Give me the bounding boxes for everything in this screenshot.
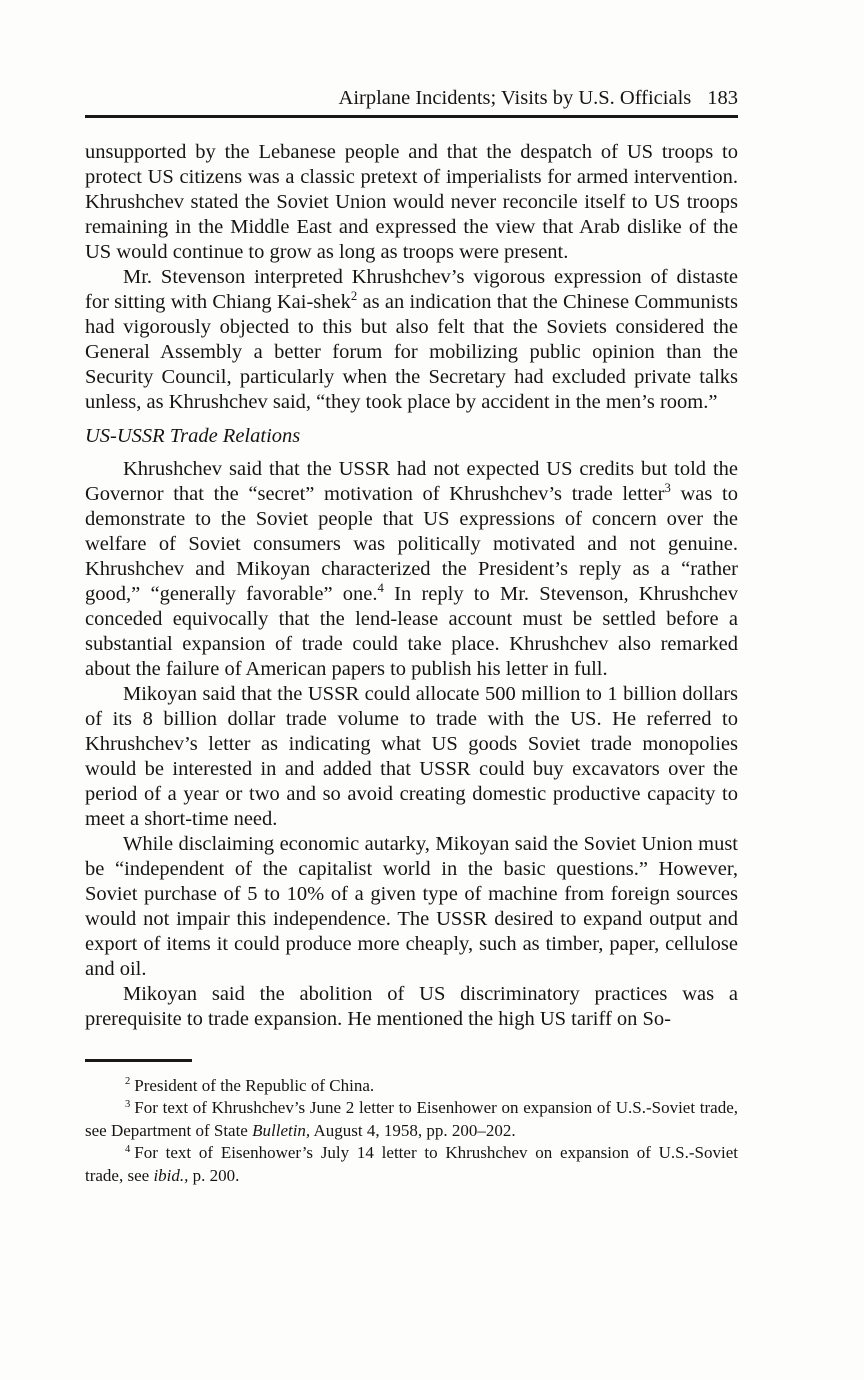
text-run: Khrushchev said that the USSR had not expected US credits but told the Governor that the “secret” motivation of Khrushchev’s trade letter	[85, 458, 738, 505]
footnote-reference: 3	[664, 481, 671, 496]
text-run: p. 200.	[188, 1165, 240, 1185]
footnote-separator	[85, 1059, 192, 1062]
text-run: August 4, 1958, pp. 200–202.	[310, 1120, 516, 1140]
text-run: Mikoyan said the abolition of US discriminatory practices was a prerequisite to trade expansion. He mentioned the high US tariff on So-	[85, 983, 738, 1030]
footnote-marker: 2	[125, 1076, 131, 1088]
document-body	[85, 140, 738, 1032]
text-run: President of the Republic of China.	[134, 1076, 375, 1095]
header-title: Airplane Incidents; Visits by U.S. Officials	[338, 87, 692, 109]
footnote-reference: 4	[377, 581, 384, 596]
paragraph	[85, 457, 738, 682]
text-run: For text of Khrushchev’s June 2 letter to Eisenhower on expansion of U.S.-Soviet trade, see Department of State	[85, 1098, 738, 1140]
paragraph	[85, 832, 738, 982]
text-run: as an indication that the Chinese Communists had vigorously objected to this but also felt that the Soviets considered the General Assembly a better forum for mobilizing public opinion than the Security Council, particularly when the Secretary had excluded private talks unless, as Khrushchev said, “they took place by accident in the men’s room.”	[85, 291, 738, 413]
text-run: was to demonstrate to the Soviet people that US expressions of concern over the welfare of Soviet consumers was politically motivated and not genuine. Khrushchev and Mikoyan characterized the President’s reply as a “rather good,” “generally favorable” one.	[85, 483, 738, 605]
italic-text: Bulletin,	[252, 1120, 311, 1140]
text-run: Mr. Stevenson interpreted Khrushchev’s vigorous expression of distaste for sitting with Chiang Kai-shek	[85, 266, 738, 313]
text-run: Mikoyan said that the USSR could allocate 500 million to 1 billion dollars of its 8 billion dollar trade volume to trade with the US. He referred to Khrushchev’s letter as indicating what US goods Soviet trade monopolies would be interested in and added that USSR could buy excavators over the period of a year or two and so avoid creating domestic productive capacity to meet a short-time need.	[85, 683, 738, 830]
paragraph	[85, 140, 738, 265]
footnotes-section	[85, 1059, 738, 1187]
paragraph	[85, 265, 738, 415]
page-content	[85, 0, 738, 1187]
running-header	[85, 86, 738, 110]
text-run: While disclaiming economic autarky, Mikoyan said the Soviet Union must be “independent of the capitalist world in the basic questions.” However, Soviet purchase of 5 to 10% of a given type of machine from foreign sources would not impair this independence. The USSR desired to expand output and export of items it could produce more cheaply, such as timber, paper, cellulose and oil.	[85, 833, 738, 980]
text-run: unsupported by the Lebanese people and that the despatch of US troops to protect US citizens was a classic pretext of imperialists for armed intervention. Khrushchev stated the Soviet Union would never reconcile itself to US troops remaining in the Middle East and expressed the view that Arab dislike of the US would continue to grow as long as troops were present.	[85, 141, 738, 263]
paragraph	[85, 982, 738, 1032]
italic-text: ibid.,	[153, 1165, 189, 1185]
footnotes-list	[85, 1075, 738, 1187]
footnote-marker: 3	[125, 1098, 131, 1110]
section-heading: US-USSR Trade Relations	[85, 425, 301, 447]
footnote	[85, 1142, 738, 1187]
text-run: For text of Eisenhower’s July 14 letter to Khrushchev on expansion of U.S.-Soviet trade, see	[85, 1143, 738, 1185]
text-run: In reply to Mr. Stevenson, Khrushchev conceded equivocally that the lend-lease account must be settled before a substantial expansion of trade could take place. Khrushchev also remarked about the failure of American papers to publish his letter in full.	[85, 583, 738, 680]
header-rule	[85, 115, 738, 118]
footnote	[85, 1097, 738, 1142]
footnote	[85, 1075, 738, 1097]
footnote-reference: 2	[350, 289, 358, 304]
footnote-marker: 4	[125, 1143, 131, 1155]
header-page-number: 183	[707, 87, 738, 109]
paragraph	[85, 682, 738, 832]
